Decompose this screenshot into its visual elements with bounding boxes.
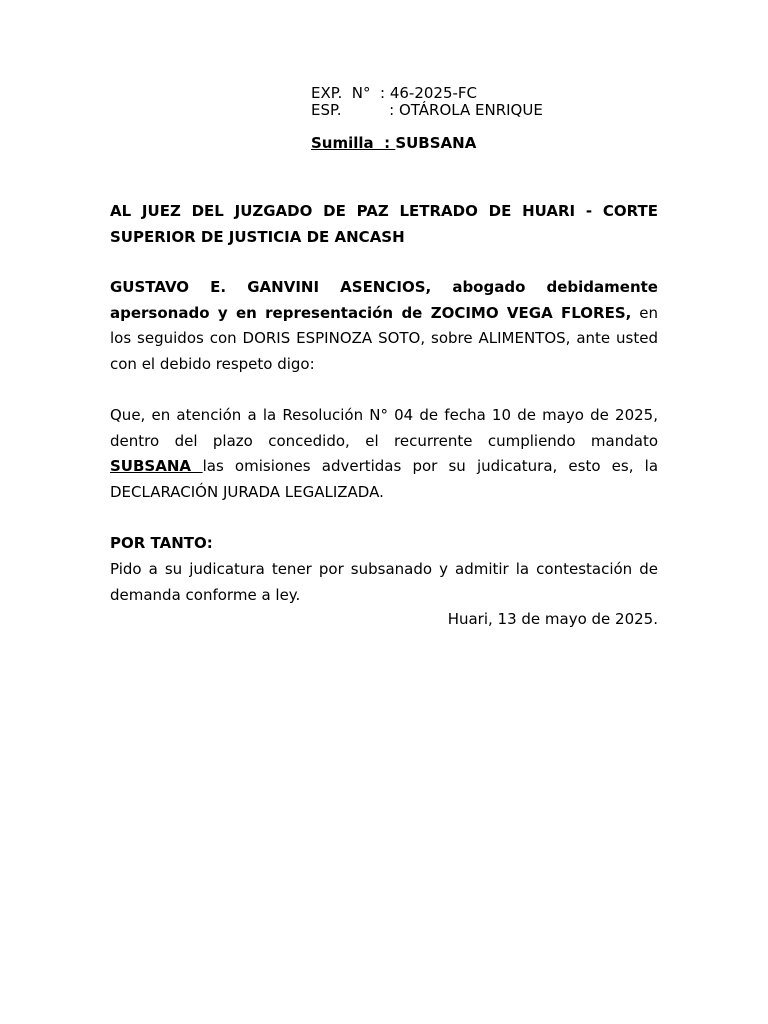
case-header [311,85,671,119]
intro-bold-lead: GUSTAVO E. GANVINI ASENCIOS, abogado debidamente apersonado y en representación de ZOCIMO VEGA FLORES, [110,278,658,322]
sumilla-value: SUBSANA [395,134,477,152]
intro-rest: en los seguidos con DORIS ESPINOZA SOTO, sobre ALIMENTOS, ante usted con el debido respeto digo: [110,303,658,373]
petition-emphasis: SUBSANA [110,457,203,475]
place-date: Huari, 13 de mayo de 2025. [447,610,658,628]
petition-after: las omisiones advertidas por su judicatura, esto es, la DECLARACIÓN JURADA LEGALIZADA. [110,457,659,501]
petition-paragraph [110,403,658,505]
sumilla-label: Sumilla : [311,134,396,152]
petition-before: Que, en atención a la Resolución N° 04 de fecha 10 de mayo de 2025, dentro del plazo concedido, el recurrente cumpliendo mandato [110,406,658,450]
addressee: AL JUEZ DEL JUZGADO DE PAZ LETRADO DE HUARI - CORTE SUPERIOR DE JUSTICIA DE ANCASH [110,202,658,246]
intro-paragraph [110,275,658,377]
por-tanto-label: POR TANTO: [110,534,213,552]
case-number: EXP. N° : 46-2025-FC [311,84,478,102]
por-tanto-text: Pido a su judicatura tener por subsanado y admitir la contestación de demanda conforme a ley. [110,560,658,604]
clerk-name: ESP. : OTÁROLA ENRIQUE [311,101,543,119]
sumilla [311,134,476,152]
